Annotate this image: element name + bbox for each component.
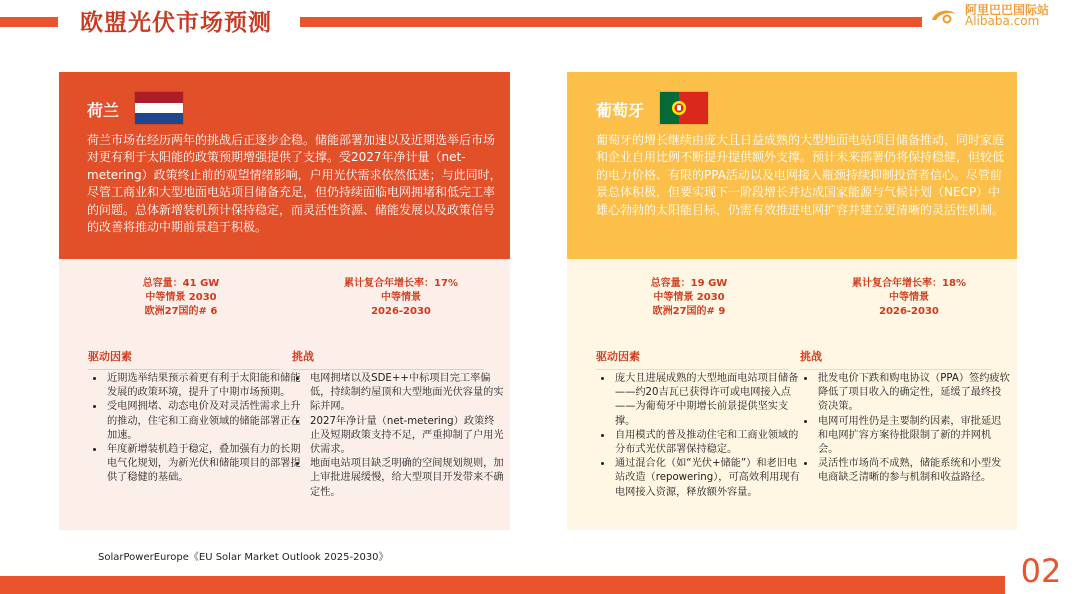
country-name-netherlands: 荷兰 — [87, 101, 120, 120]
header-accent-bar-left — [0, 17, 58, 27]
portugal-capacity-stat — [579, 277, 799, 319]
stat-line: 总容量：19 GW — [650, 278, 728, 289]
country-name-portugal: 葡萄牙 — [596, 101, 645, 120]
list-item: • 电网可用性仍是主要制约因素，审批延迟和电网扩容方案待批限制了新的并网机会。 — [816, 415, 1010, 458]
drivers-heading: 驱动因素 — [88, 350, 132, 363]
divider — [292, 369, 484, 370]
stat-line: 2026-2030 — [879, 306, 939, 317]
portugal-drivers-list — [597, 372, 803, 500]
netherlands-drivers-list — [89, 372, 301, 486]
logo-text-en: Alibaba.com — [965, 14, 1040, 28]
netherlands-cagr-stat — [291, 277, 511, 319]
stat-line: 中等情景 2030 — [653, 292, 725, 303]
challenges-heading: 挑战 — [292, 350, 314, 363]
list-item: • 通过混合化（如“光伏+储能”）和老旧电站改造（repowering），可高效利用现有电网接入资源，释放额外容量。 — [613, 457, 803, 500]
list-item: • 自用模式的普及推动住宅和工商业领域的分布式光伏部署保持稳定。 — [613, 429, 803, 457]
divider — [88, 369, 280, 370]
list-item: • 受电网拥堵、动态电价及对灵活性需求上升的推动，住宅和工商业领域的储能部署正在加速。 — [105, 400, 301, 443]
footer-accent-bar — [0, 576, 1005, 594]
portugal-flag-icon — [660, 92, 708, 124]
list-item: • 电网拥堵以及SDE++中标项目完工率偏低，持续制约屋顶和大型地面光伏容量的实际并网。 — [308, 372, 504, 415]
list-item: • 灵活性市场尚不成熟，储能系统和小型发电商缺乏清晰的参与机制和收益路径。 — [816, 457, 1010, 485]
divider — [800, 369, 992, 370]
netherlands-details-panel — [59, 259, 510, 530]
list-item: • 庞大且进展成熟的大型地面电站项目储备——约20吉瓦已获得许可或电网接入点——为葡萄牙中期增长前景提供坚实支撑。 — [613, 372, 803, 429]
page-number: 02 — [1020, 552, 1062, 590]
list-item: • 批发电价下跌和购电协议（PPA）签约疲软降低了项目收入的确定性，延缓了最终投资决策。 — [816, 372, 1010, 415]
list-item: • 年度新增装机趋于稳定，叠加强有力的长期电气化规划，为新光伏和储能项目的部署提供了稳健的基础。 — [105, 443, 301, 486]
list-item: • 2027年净计量（net-metering）政策终止及短期政策支持不足，严重抑制了户用光伏需求。 — [308, 415, 504, 458]
portugal-cagr-stat — [799, 277, 1019, 319]
portugal-description: 葡萄牙的增长继续由庞大且日益成熟的大型地面电站项目储备推动，同时家庭和企业自用比例不断提升提供额外支撑。预计未来部署仍将保持稳健，但较低的电力价格、有限的PPA活动以及电网接入瓶颈持续抑制投资者信心。尽管前景总体积极，但要实现下一阶段增长并达成国家能源与气候计划（NECP）中雄心勃勃的太阳能目标，仍需有效推进电网扩容并建立更清晰的灵活性机制。 — [596, 133, 1005, 217]
stat-line: 中等情景 — [889, 292, 929, 303]
netherlands-flag-icon — [135, 92, 183, 124]
divider — [596, 369, 788, 370]
header-accent-bar-right — [300, 17, 922, 27]
logo-text-cn: 阿里巴巴国际站 — [965, 3, 1050, 17]
alibaba-logo-icon — [929, 6, 959, 26]
alibaba-logo — [925, 0, 1080, 32]
stat-line: 中等情景 2030 — [145, 292, 217, 303]
netherlands-description: 荷兰市场在经历两年的挑战后正逐步企稳。储能部署加速以及近期选举后市场对更有利于太阳能的政策预期增强提供了支撑。受2027年净计量（net-metering）政策终止前的观望情绪影响，户用光伏需求依然低迷；与此同时，尽管工商业和大型地面电站项目储备充足，但仍持续面临电网拥堵和低完工率的问题。总体新增装机预计保持稳定，而灵活性资源、储能发展以及政策信号的改善将推动中期前景趋于积极。 — [87, 133, 502, 235]
stat-line: 中等情景 — [381, 292, 421, 303]
netherlands-capacity-stat — [71, 277, 291, 319]
challenges-heading: 挑战 — [800, 350, 822, 363]
list-item: • 近期选举结果预示着更有利于太阳能和储能发展的政策环境，提升了中期市场预期。 — [105, 372, 301, 400]
stat-line: 欧洲27国的# 6 — [144, 306, 218, 317]
portugal-summary-panel — [567, 72, 1017, 259]
portugal-challenges-list — [800, 372, 1010, 486]
stat-line: 累计复合年增长率：18% — [852, 278, 966, 289]
drivers-heading: 驱动因素 — [596, 350, 640, 363]
portugal-details-panel — [567, 259, 1017, 530]
netherlands-summary-panel — [59, 72, 510, 259]
list-item: • 地面电站项目缺乏明确的空间规划规则，加上审批进展缓慢，给大型项目开发带来不确定性。 — [308, 457, 504, 500]
page-title: 欧盟光伏市场预测 — [80, 10, 272, 36]
stat-line: 累计复合年增长率：17% — [344, 278, 458, 289]
netherlands-challenges-list — [292, 372, 504, 500]
stat-line: 总容量：41 GW — [142, 278, 220, 289]
stat-line: 2026-2030 — [371, 306, 431, 317]
source-citation: SolarPowerEurope《EU Solar Market Outlook 2025-2030》 — [98, 552, 389, 563]
stat-line: 欧洲27国的# 9 — [652, 306, 726, 317]
